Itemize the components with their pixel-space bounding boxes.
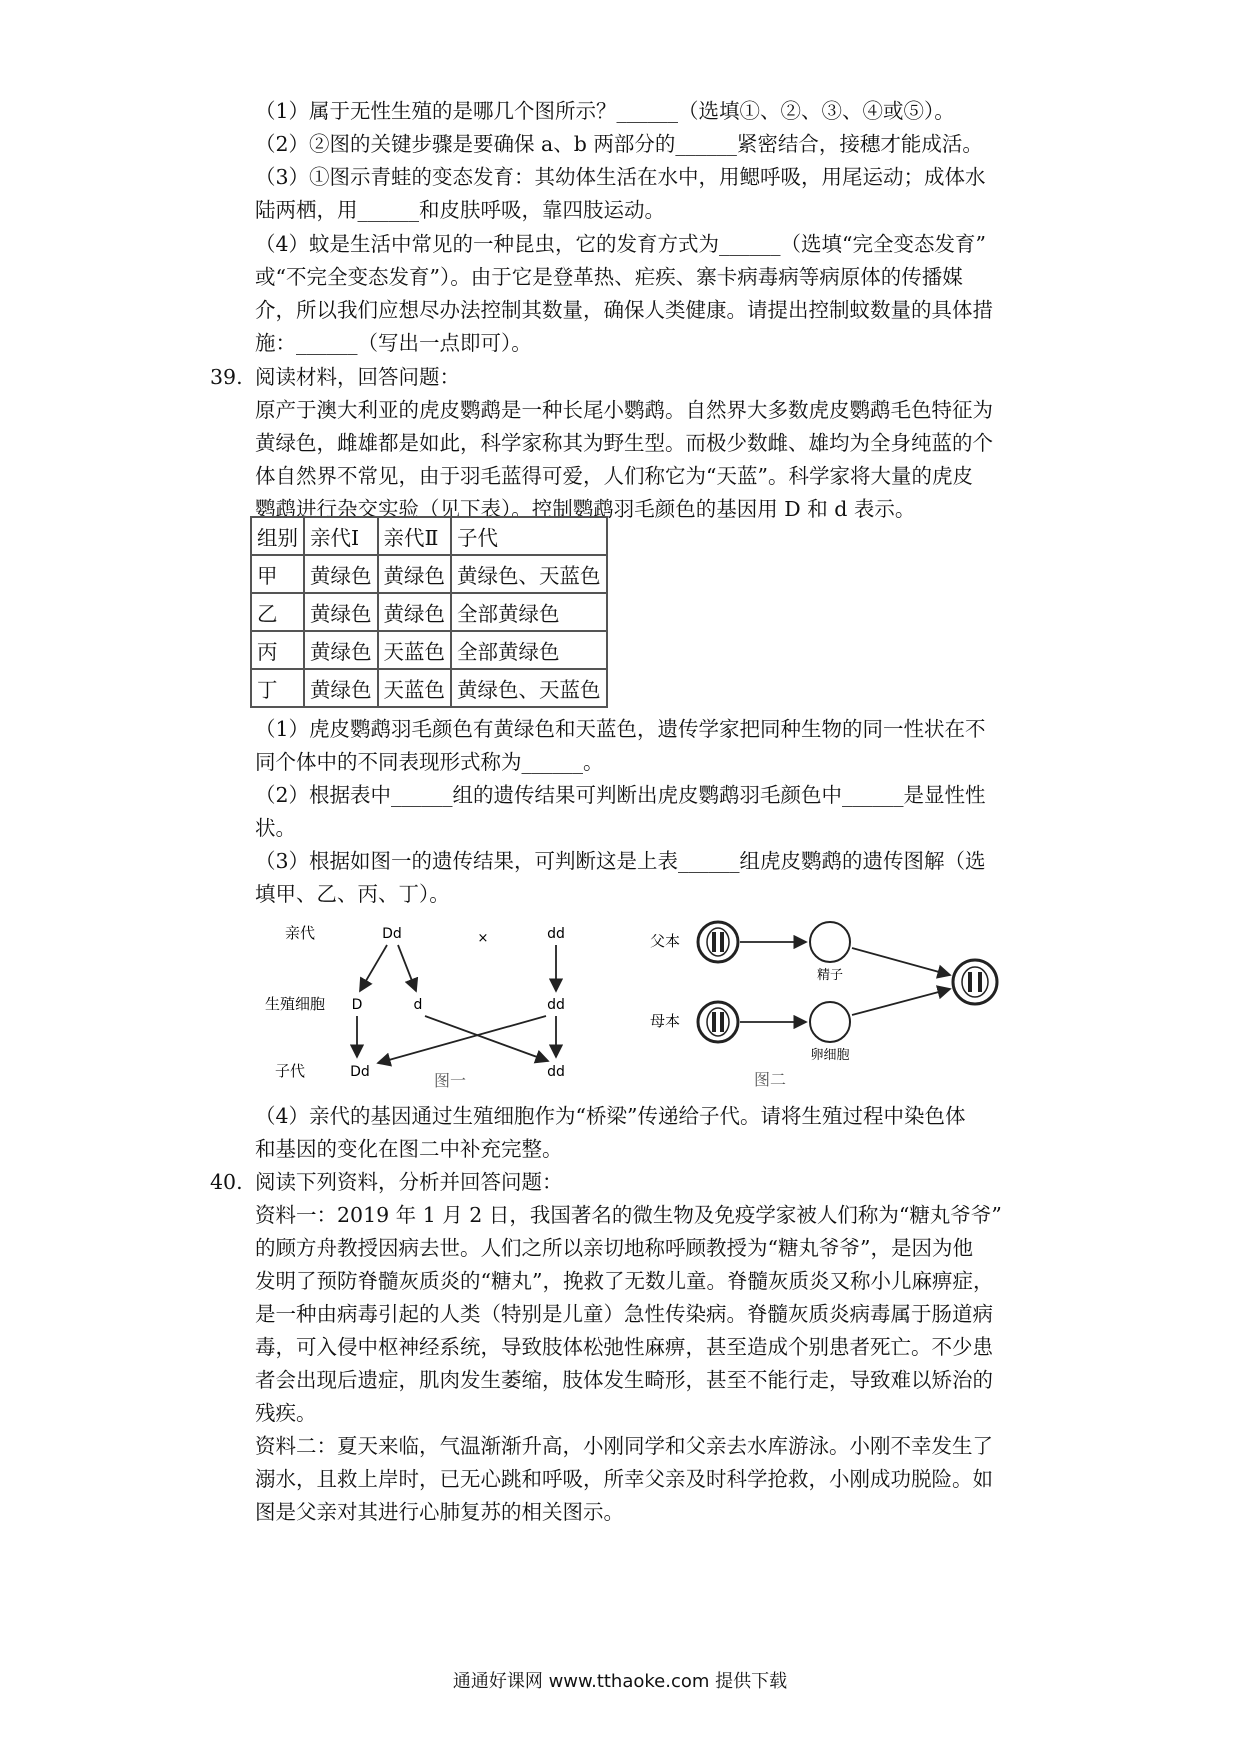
- parent1-genotype: Dd: [382, 926, 402, 942]
- table-cell: 黄绿色、天蓝色: [451, 669, 607, 707]
- q40-material1-line1: 资料一：2019 年 1 月 2 日，我国著名的微生物及免疫学家被人们称为“糖丸爷爷”: [255, 1203, 1002, 1227]
- q38-sub4-line3: 介，所以我们应想尽办法控制其数量，确保人类健康。请提出控制蚊数量的具体措: [255, 298, 993, 322]
- header-parent2: 亲代Ⅱ: [378, 517, 452, 555]
- q38-sub4-line4: 施：______（写出一点即可）。: [255, 331, 532, 355]
- q39-sub2-line1: （2）根据表中______组的遗传结果可判断出虎皮鹦鹉羽毛颜色中______是显性性: [255, 783, 986, 807]
- gamete-dd: dd: [547, 997, 565, 1013]
- table-row: [251, 669, 607, 707]
- table-cell: 全部黄绿色: [451, 593, 607, 631]
- figure-2-caption: 图二: [753, 1070, 787, 1089]
- figure-2-reproduction-diagram: [640, 915, 1020, 1095]
- q40-material1-line6: 者会出现后遗症，肌肉发生萎缩，肢体发生畸形，甚至不能行走，导致难以矫治的: [255, 1368, 993, 1392]
- q40-material1-line7: 残疾。: [255, 1401, 317, 1425]
- q38-sub3-line2: 陆两栖，用______和皮肤呼吸，靠四肢运动。: [255, 198, 665, 222]
- q38-sub3-line1: （3）①图示青蛙的变态发育：其幼体生活在水中，用鳃呼吸，用尾运动；成体水: [255, 165, 986, 189]
- table-row: [251, 593, 607, 631]
- table-cell: 全部黄绿色: [451, 631, 607, 669]
- q38-sub4-line1: （4）蚊是生活中常见的一种昆虫，它的发育方式为______（选填“完全变态发育”: [255, 232, 987, 256]
- q40-material1-line2: 的顾方舟教授因病去世。人们之所以亲切地称呼顾教授为“糖丸爷爷”，是因为他: [255, 1236, 973, 1260]
- label-sperm: 精子: [816, 968, 844, 983]
- q40-material2-line2: 溺水，且救上岸时，已无心跳和呼吸，所幸父亲及时科学抢救，小刚成功脱险。如: [255, 1467, 993, 1491]
- table-cell: 黄绿色、天蓝色: [451, 555, 607, 593]
- q39-sub4-line2: 和基因的变化在图二中补充完整。: [255, 1137, 563, 1161]
- header-parent1: 亲代Ⅰ: [304, 517, 378, 555]
- figure-1-genetic-diagram: [250, 918, 590, 1098]
- label-father: 父本: [649, 932, 681, 950]
- q38-sub1: （1）属于无性生殖的是哪几个图所示？______（选填①、②、③、④或⑤）。: [255, 99, 955, 123]
- mother-cell: [698, 1002, 738, 1042]
- offspring-dd: dd: [547, 1064, 565, 1080]
- offspring-Dd: Dd: [350, 1064, 370, 1080]
- q40-material2-line1: 资料二：夏天来临，气温渐渐升高，小刚同学和父亲去水库游泳。小刚不幸发生了: [255, 1434, 993, 1458]
- q39-prompt: 阅读材料，回答问题：: [255, 365, 460, 389]
- table-cell: 丁: [251, 669, 304, 707]
- q39-sub1-line1: （1）虎皮鹦鹉羽毛颜色有黄绿色和天蓝色，遗传学家把同种生物的同一性状在不: [255, 717, 986, 741]
- page-footer: 通通好课网 www.tthaoke.com 提供下载: [452, 1671, 788, 1692]
- header-group: 组别: [251, 517, 304, 555]
- q40-number: 40.: [210, 1170, 243, 1194]
- q39-sub2-line2: 状。: [255, 816, 296, 840]
- gamete-D: D: [351, 997, 363, 1013]
- zygote-cell: [953, 960, 997, 1004]
- table-cell: 黄绿色: [304, 631, 378, 669]
- table-cell: 天蓝色: [378, 631, 452, 669]
- table-header-row: [251, 517, 607, 555]
- table-cell: 甲: [251, 555, 304, 593]
- cross-symbol: ×: [477, 931, 489, 946]
- table-row: [251, 631, 607, 669]
- table-cell: 天蓝色: [378, 669, 452, 707]
- label-gametes: 生殖细胞: [264, 995, 326, 1013]
- label-parent-generation: 亲代: [284, 924, 316, 942]
- label-offspring: 子代: [274, 1062, 306, 1080]
- table-cell: 丙: [251, 631, 304, 669]
- q39-material-line2: 黄绿色，雌雄都是如此，科学家称其为野生型。而极少数雌、雄均为全身纯蓝的个: [255, 431, 993, 455]
- q40-material1-line3: 发明了预防脊髓灰质炎的“糖丸”，挽救了无数儿童。脊髓灰质炎又称小儿麻痹症，: [255, 1269, 994, 1293]
- table-cell: 黄绿色: [378, 555, 452, 593]
- cross-experiment-table: [250, 516, 608, 708]
- q40-prompt: 阅读下列资料，分析并回答问题：: [255, 1170, 563, 1194]
- table-cell: 乙: [251, 593, 304, 631]
- header-offspring: 子代: [451, 517, 607, 555]
- q39-sub3-line2: 填甲、乙、丙、丁）。: [255, 882, 450, 906]
- q39-sub1-line2: 同个体中的不同表现形式称为______。: [255, 750, 604, 774]
- table-cell: 黄绿色: [304, 593, 378, 631]
- egg-cell: [810, 1002, 850, 1042]
- sperm-cell: [810, 922, 850, 962]
- parent2-genotype: dd: [547, 926, 565, 942]
- gamete-d: d: [413, 997, 423, 1013]
- q38-sub2: （2）②图的关键步骤是要确保 a、b 两部分的______紧密结合，接穗才能成活。: [255, 132, 983, 156]
- father-cell: [698, 922, 738, 962]
- table-cell: 黄绿色: [378, 593, 452, 631]
- q40-material2-line3: 图是父亲对其进行心肺复苏的相关图示。: [255, 1500, 624, 1524]
- label-mother: 母本: [649, 1012, 681, 1030]
- q39-material-line4: 鹦鹉进行杂交实验（见下表）。控制鹦鹉羽毛颜色的基因用 D 和 d 表示。: [255, 497, 916, 521]
- q38-sub4-line2: 或“不完全变态发育”）。由于它是登革热、疟疾、寨卡病毒病等病原体的传播媒: [255, 265, 963, 289]
- table-cell: 黄绿色: [304, 555, 378, 593]
- q39-material-line3: 体自然界不常见，由于羽毛蓝得可爱，人们称它为“天蓝”。科学家将大量的虎皮: [255, 464, 973, 488]
- q39-material-line1: 原产于澳大利亚的虎皮鹦鹉是一种长尾小鹦鹉。自然界大多数虎皮鹦鹉毛色特征为: [255, 398, 993, 422]
- label-egg: 卵细胞: [810, 1048, 850, 1063]
- q40-material1-line4: 是一种由病毒引起的人类（特别是儿童）急性传染病。脊髓灰质炎病毒属于肠道病: [255, 1302, 993, 1326]
- q39-number: 39.: [210, 365, 243, 389]
- q39-sub4-line1: （4）亲代的基因通过生殖细胞作为“桥梁”传递给子代。请将生殖过程中染色体: [255, 1104, 966, 1128]
- figure-1-caption: 图一: [433, 1071, 467, 1090]
- table-row: [251, 555, 607, 593]
- q40-material1-line5: 毒，可入侵中枢神经系统，导致肢体松弛性麻痹，甚至造成个别患者死亡。不少患: [255, 1335, 993, 1359]
- q39-sub3-line1: （3）根据如图一的遗传结果，可判断这是上表______组虎皮鹦鹉的遗传图解（选: [255, 849, 986, 873]
- table-cell: 黄绿色: [304, 669, 378, 707]
